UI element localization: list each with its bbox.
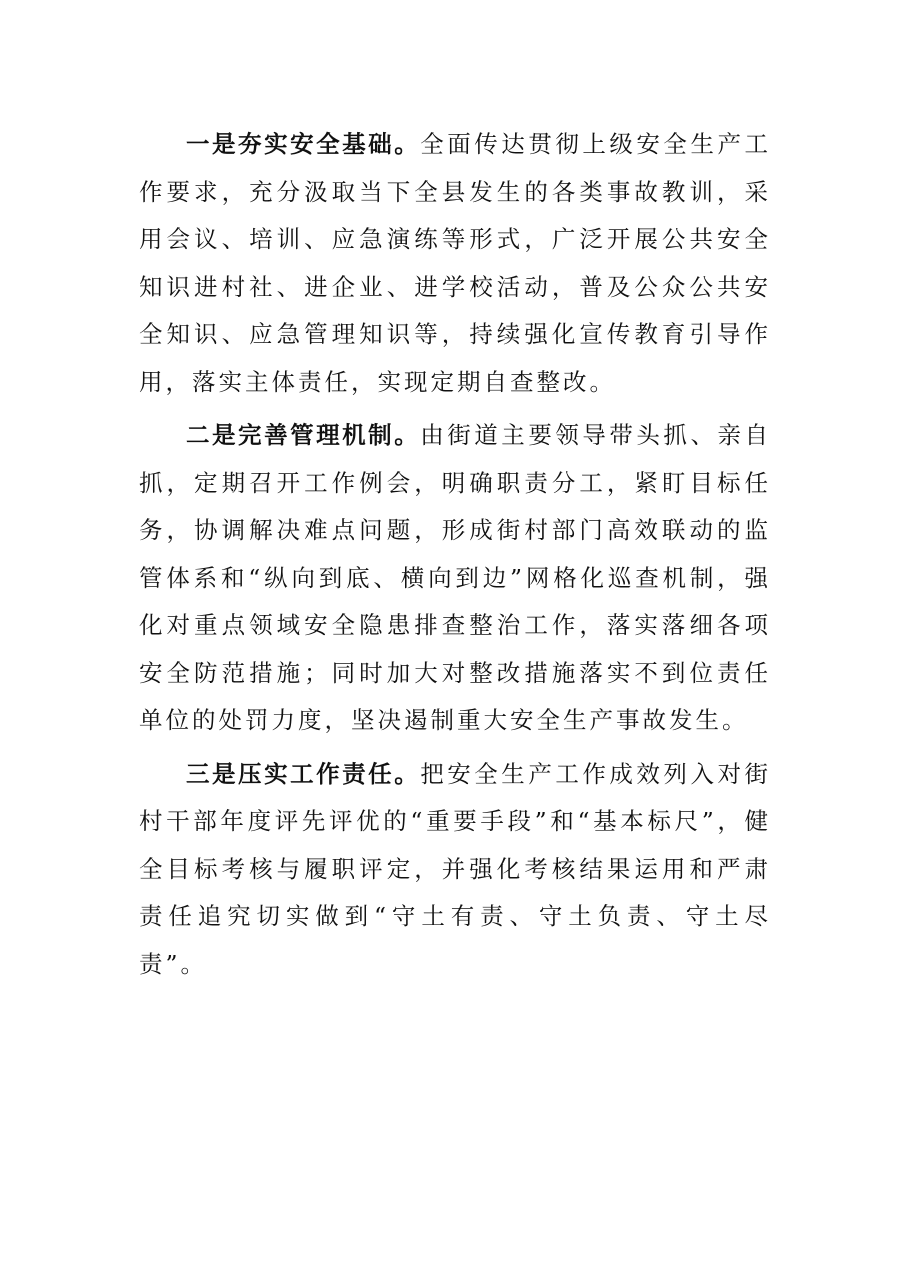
paragraph-foundation <box>139 121 771 406</box>
paragraph-text: 全面传达贯彻上级安全生产工作要求，充分汲取当下全县发生的各类事故教训，采用会议、培训、应急演练等形式，广泛开展公共安全知识进村社、进企业、进学校活动，普及公众公共安全知识、应急管理知识等，持续强化宣传教育引导作用，落实主体责任，实现定期自查整改。 <box>139 130 772 396</box>
paragraph-responsibility <box>139 751 771 989</box>
paragraph-lead: 一是夯实安全基础。 <box>186 130 421 158</box>
paragraph-text: 把安全生产工作成效列入对街村干部年度评先评优的“重要手段”和“基本标尺”，健全目标考核与履职评定，并强化考核结果运用和严肃责任追究切实做到“守土有责、守土负责、守土尽责”。 <box>139 759 772 978</box>
paragraph-text: 由街道主要领导带头抓、亲自抓，定期召开工作例会，明确职责分工，紧盯目标任务，协调解决难点问题，形成街村部门高效联动的监管体系和“纵向到底、横向到边”网格化巡查机制，强化对重点领域安全隐患排查整治工作，落实落细各项安全防范措施；同时加大对整改措施落实不到位责任单位的处罚力度，坚决遏制重大安全生产事故发生。 <box>139 421 772 734</box>
document-body <box>139 121 771 994</box>
paragraph-lead: 二是完善管理机制。 <box>186 421 421 449</box>
paragraph-lead: 三是压实工作责任。 <box>186 759 421 788</box>
paragraph-mechanism <box>139 412 771 745</box>
